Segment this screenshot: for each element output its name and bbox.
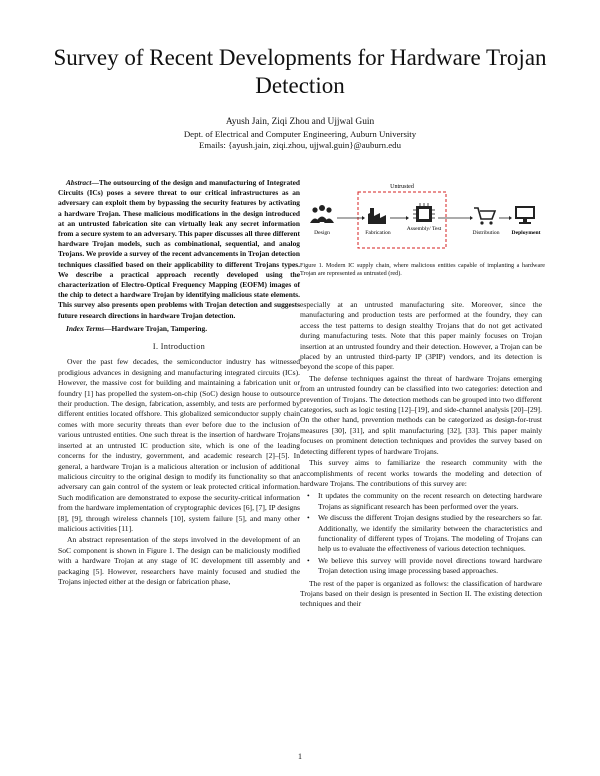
section-heading-introduction: I. Introduction	[152, 342, 206, 352]
abstract-lead: Abstract	[66, 178, 92, 187]
chip-icon	[413, 203, 435, 222]
supply-chain-diagram	[300, 178, 545, 258]
stage-label-fabrication: Fabrication	[365, 230, 391, 236]
bullet-glyph: •	[307, 491, 310, 501]
right-paragraph-1: especially at an untrusted manufacturing site. Moreover, since the manufacturing and production tests are performed at the foundry, they can access the test patterns to design stealthy Trojans that do not get activated during manufacturing tests. Note that this paper mainly focuses on Trojan insertion at an untrusted foundry and their detection. However, a Trojan can be placed by an untrusted third-party IP (3PIP) vendors, and its detection is beyond the scope of this paper.	[300, 300, 542, 372]
bullet-glyph: •	[307, 555, 310, 565]
page-number: 1	[298, 752, 302, 761]
stage-label-deployment: Deployment	[511, 230, 541, 236]
index-terms	[58, 324, 300, 334]
list-item: • It updates the community on the recent research on detecting hardware Trojans as significant research has been performed over the years.	[307, 491, 542, 511]
bullet-glyph: •	[307, 513, 310, 523]
paper-title: Survey of Recent Developments for Hardware Trojan Detection	[53, 45, 547, 98]
abstract	[58, 178, 300, 321]
abstract-text: —The outsourcing of the design and manufacturing of Integrated Circuits (ICs) poses a severe threat to our critical infrastructures as an adversary can exploit them by bypassing the security features by activating a hardware Trojan. These malicious modifications in the design introduced at an untrusted fabrication site can virtually leak any secret information from a secure system to an adversary. This paper discusses all three different hardware Trojan models, such as combinational, sequential, and analog Trojans. We provide a survey of the recent advancements in Trojan detection techniques classified based on their applicability to different Trojans types. We describe a practical approach recently developed using the characterization of Electro-Optical Frequency Mapping (EOFM) images of the chip to detect a hardware Trojan by identifying malicious state elements. This survey also presents open problems with Trojan detection and suggests future research directions in hardware Trojan detection.	[58, 178, 300, 320]
computer-icon	[515, 206, 535, 224]
cart-icon	[474, 208, 495, 225]
list-item: • We discuss the different Trojan designs studied by the researchers so far. Additionally, we identify the similarity between the characteristics and functionality of different types of Trojans. The modeling of Trojans can help us to evaluate the effectiveness of various detection techniques.	[307, 513, 542, 554]
emails: Emails: {ayush.jain, ziqi.zhou, ujjwal.guin}@auburn.edu	[199, 140, 401, 150]
left-column	[58, 178, 300, 588]
design-icon	[310, 205, 334, 223]
figure-supply-chain	[300, 178, 545, 258]
untrusted-label: Untrusted	[390, 184, 414, 190]
figure-caption: Figure 1. Modern IC supply chain, where malicious entities capable of implanting a hardware Trojan are represented as untrusted (red).	[300, 262, 545, 277]
contributions-list	[300, 491, 542, 576]
right-paragraph-4: The rest of the paper is organized as follows: the classification of hardware Trojans based on their design is presented in Section II. The existing detection techniques and their	[300, 578, 542, 609]
index-terms-text: —Hardware Trojan, Tampering.	[104, 323, 208, 333]
right-paragraph-2: The defense techniques against the threat of hardware Trojans emerging from an untrusted foundry can be classified into two categories: detection and prevention of Trojans. The detection methods can be grouped into two different categories, such as logic testing [12]–[19], and side-channel analysis [20]–[29]. On the other hand, prevention methods can be categorized as design-for-trust measures [30], [31], and split manufacturing [32], [33]. This paper mainly focuses on prominent detection techniques and provides the survey based on detecting different types of hardware Trojans.	[300, 373, 542, 456]
stage-label-design: Design	[314, 230, 330, 236]
authors: Ayush Jain, Ziqi Zhou and Ujjwal Guin	[225, 117, 375, 127]
stage-label-distribution: Distribution	[472, 230, 500, 236]
right-paragraph-3: This survey aims to familiarize the research community with the accomplishments of recent works towards the modeling and detection of hardware Trojans. The contributions of this survey are:	[300, 458, 542, 488]
intro-paragraph-1: Over the past few decades, the semiconductor industry has witnessed prodigious advances in designing and manufacturing integrated circuits (ICs). However, the massive cost for building and maintaining a fabrication unit or foundry [1] has propelled the system-on-chip (SoC) design house to outsource their production. The design, fabrication, assembly, and tests are performed by different entities located offshore. This globalized semiconductor supply chain comes with more security threats than ever before due to the inclusion of various untrusted entities. One such threat is the insertion of hardware Trojans inserted at an untrusted IC production site, which is one of the leading concerns for the industry, government, and academic research [2]–[5]. In general, a hardware Trojan is a malicious alteration or inclusion of additional malicious circuitry to the original design to modify its functionality so that an adversary can gain control of the system or leak protected critical information. Such modification are demonstrated to expose the security-critical information from the hardware implementation of cryptographic devices [6], [7], IP designs [8], [9], through wireless channels [10], system failure [5], and many other malicious activities [11].	[58, 357, 300, 533]
factory-icon	[368, 208, 386, 224]
right-column	[300, 300, 542, 611]
affiliation: Dept. of Electrical and Computer Engineering, Auburn University	[183, 129, 417, 139]
intro-paragraph-2: An abstract representation of the steps involved in the development of an SoC component is shown in Figure 1. The design can be maliciously modified with a hardware Trojan at any stage of IC development till assembly and packaging [5]. However, researchers have mainly focused and studied the Trojans injected either at the design or fabrication phase,	[58, 535, 300, 586]
index-terms-lead: Index Terms	[66, 323, 105, 333]
stage-label-assembly: Assembly/ Test	[406, 226, 442, 232]
list-item: • We believe this survey will provide novel directions toward hardware Trojan detection using image processing based approaches.	[307, 555, 542, 576]
